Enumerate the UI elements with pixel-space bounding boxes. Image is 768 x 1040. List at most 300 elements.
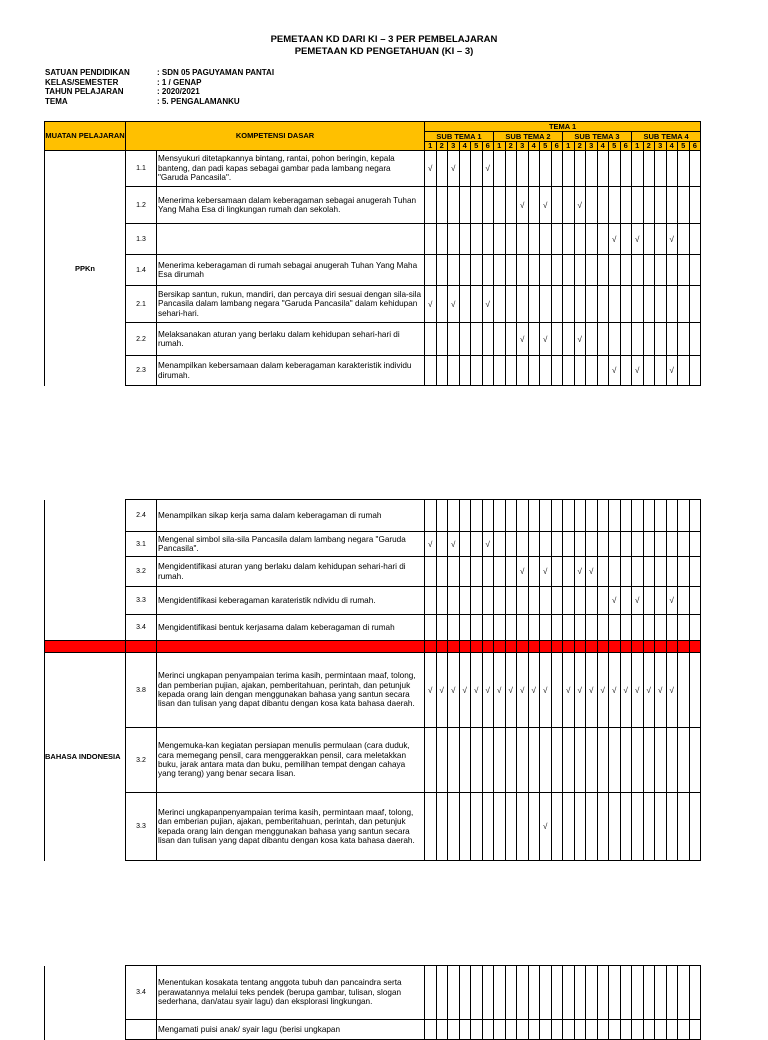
- pembelajaran-cell: [586, 500, 598, 532]
- header-tema: TEMA 1: [425, 122, 701, 132]
- pembelajaran-cell: [505, 286, 517, 323]
- pembelajaran-cell: [436, 966, 448, 1020]
- kd-text: Mengidentifikasi aturan yang berlaku dalam kehidupan sehari-hari di rumah.: [157, 557, 425, 587]
- pembelajaran-cell: [643, 653, 655, 728]
- pembelajaran-cell: [666, 286, 678, 323]
- pembelajaran-cell: [517, 1020, 529, 1040]
- kd-number: 3.2: [126, 728, 157, 793]
- pembelajaran-cell: [678, 532, 690, 557]
- pembelajaran-cell: [655, 793, 667, 861]
- subject-cell: PPKn: [45, 151, 126, 386]
- pembelajaran-cell: [436, 286, 448, 323]
- pembelajaran-cell: [505, 500, 517, 532]
- pembelajaran-cell: [597, 224, 609, 255]
- pembelajaran-cell: [494, 224, 506, 255]
- check-mark-icon: √: [508, 685, 513, 695]
- check-mark-icon: √: [612, 366, 617, 375]
- pembelajaran-cell: [471, 356, 483, 386]
- pembelajaran-cell: [689, 224, 701, 255]
- pembelajaran-cell: [655, 557, 667, 587]
- pembelajaran-cell: [482, 966, 494, 1020]
- pembelajaran-cell: [563, 500, 575, 532]
- check-mark-icon: √: [600, 685, 605, 695]
- pembelajaran-cell: [666, 728, 678, 793]
- pembelajaran-cell: [505, 653, 517, 728]
- pembelajaran-cell: [678, 255, 690, 286]
- pembelajaran-cell: [620, 587, 632, 615]
- pembelajaran-cell: [540, 151, 552, 187]
- pembelajaran-cell: [482, 532, 494, 557]
- pembelajaran-cell: [632, 1020, 644, 1040]
- header-pembelajaran-number: 6: [482, 142, 494, 151]
- check-mark-icon: √: [428, 299, 433, 309]
- pembelajaran-cell: [436, 728, 448, 793]
- kd-number: 1.1: [126, 151, 157, 187]
- kd-number: 3.4: [126, 615, 157, 641]
- pembelajaran-cell: [425, 587, 437, 615]
- pembelajaran-cell: [494, 966, 506, 1020]
- check-mark-icon: √: [520, 334, 525, 344]
- pembelajaran-cell: [517, 187, 529, 224]
- pembelajaran-cell: [471, 532, 483, 557]
- pembelajaran-cell: [586, 966, 598, 1020]
- check-mark-icon: √: [543, 822, 548, 831]
- pembelajaran-cell: [528, 557, 540, 587]
- pembelajaran-cell: [643, 255, 655, 286]
- pembelajaran-cell: [609, 653, 621, 728]
- pembelajaran-cell: [574, 653, 586, 728]
- pembelajaran-cell: [655, 187, 667, 224]
- pembelajaran-cell: [643, 500, 655, 532]
- pembelajaran-cell: [425, 966, 437, 1020]
- check-mark-icon: √: [485, 164, 490, 173]
- pembelajaran-cell: [528, 1020, 540, 1040]
- pembelajaran-cell: [551, 1020, 563, 1040]
- kd-text: Mengidentifikasi bentuk kerjasama dalam keberagaman di rumah: [157, 615, 425, 641]
- kd-number: 1.3: [126, 224, 157, 255]
- pembelajaran-cell: [597, 286, 609, 323]
- pembelajaran-cell: [505, 151, 517, 187]
- pembelajaran-cell: [551, 500, 563, 532]
- pembelajaran-cell: [609, 557, 621, 587]
- pembelajaran-cell: [517, 966, 529, 1020]
- pembelajaran-cell: [563, 966, 575, 1020]
- header-pembelajaran-number: 5: [678, 142, 690, 151]
- pembelajaran-cell: [494, 653, 506, 728]
- kd-mapping-table-page-2: [44, 499, 701, 861]
- pembelajaran-cell: [620, 615, 632, 641]
- pembelajaran-cell: [586, 151, 598, 187]
- header-subtema: SUB TEMA 1: [425, 132, 494, 142]
- check-mark-icon: √: [577, 200, 582, 210]
- pembelajaran-cell: [540, 255, 552, 286]
- header-pembelajaran-number: 5: [471, 142, 483, 151]
- header-pembelajaran-number: 6: [689, 142, 701, 151]
- pembelajaran-cell: [494, 255, 506, 286]
- pembelajaran-cell: [505, 356, 517, 386]
- check-mark-icon: √: [589, 567, 594, 576]
- pembelajaran-cell: [643, 356, 655, 386]
- pembelajaran-cell: [574, 187, 586, 224]
- pembelajaran-cell: [574, 966, 586, 1020]
- pembelajaran-cell: [448, 500, 460, 532]
- pembelajaran-cell: [689, 286, 701, 323]
- pembelajaran-cell: [597, 793, 609, 861]
- kd-text: [157, 224, 425, 255]
- pembelajaran-cell: [574, 615, 586, 641]
- pembelajaran-cell: [689, 151, 701, 187]
- check-mark-icon: √: [589, 685, 594, 695]
- pembelajaran-cell: [551, 224, 563, 255]
- subject-cell: BAHASA INDONESIA: [45, 653, 126, 861]
- pembelajaran-cell: [436, 557, 448, 587]
- pembelajaran-cell: [471, 653, 483, 728]
- pembelajaran-cell: [563, 587, 575, 615]
- info-value: : 5. PENGALAMANKU: [157, 96, 240, 106]
- pembelajaran-cell: [482, 793, 494, 861]
- info-value: : SDN 05 PAGUYAMAN PANTAI: [157, 68, 275, 77]
- subject-cell: [45, 966, 126, 1040]
- pembelajaran-cell: [436, 187, 448, 224]
- pembelajaran-cell: [597, 728, 609, 793]
- pembelajaran-cell: [528, 587, 540, 615]
- pembelajaran-cell: [563, 187, 575, 224]
- pembelajaran-cell: [666, 500, 678, 532]
- check-mark-icon: √: [635, 596, 640, 605]
- pembelajaran-cell: [425, 653, 437, 728]
- pembelajaran-cell: [597, 587, 609, 615]
- kd-number: 3.3: [126, 587, 157, 615]
- pembelajaran-cell: [586, 793, 598, 861]
- pembelajaran-cell: [586, 286, 598, 323]
- pembelajaran-cell: [643, 532, 655, 557]
- pembelajaran-cell: [459, 615, 471, 641]
- pembelajaran-cell: [425, 793, 437, 861]
- pembelajaran-cell: [436, 151, 448, 187]
- pembelajaran-cell: [517, 151, 529, 187]
- pembelajaran-cell: [471, 587, 483, 615]
- pembelajaran-cell: [459, 793, 471, 861]
- pembelajaran-cell: [574, 557, 586, 587]
- pembelajaran-cell: [655, 286, 667, 323]
- pembelajaran-cell: [586, 615, 598, 641]
- pembelajaran-cell: [632, 255, 644, 286]
- pembelajaran-cell: [551, 615, 563, 641]
- pembelajaran-cell: [620, 286, 632, 323]
- pembelajaran-cell: [597, 255, 609, 286]
- pembelajaran-cell: [448, 224, 460, 255]
- pembelajaran-cell: [482, 323, 494, 356]
- check-mark-icon: √: [439, 685, 444, 695]
- check-mark-icon: √: [428, 164, 433, 173]
- pembelajaran-cell: [425, 255, 437, 286]
- pembelajaran-cell: [528, 653, 540, 728]
- pembelajaran-cell: [551, 557, 563, 587]
- pembelajaran-cell: [609, 151, 621, 187]
- pembelajaran-cell: [528, 793, 540, 861]
- pembelajaran-cell: [471, 728, 483, 793]
- pembelajaran-cell: [459, 728, 471, 793]
- check-mark-icon: √: [669, 596, 674, 605]
- pembelajaran-cell: [678, 587, 690, 615]
- pembelajaran-cell: [459, 966, 471, 1020]
- pembelajaran-cell: [448, 557, 460, 587]
- pembelajaran-cell: [666, 187, 678, 224]
- pembelajaran-cell: [643, 187, 655, 224]
- pembelajaran-cell: [574, 286, 586, 323]
- pembelajaran-cell: [517, 286, 529, 323]
- pembelajaran-cell: [563, 532, 575, 557]
- pembelajaran-cell: [471, 224, 483, 255]
- pembelajaran-cell: [471, 187, 483, 224]
- header-pembelajaran-number: 5: [540, 142, 552, 151]
- pembelajaran-cell: [597, 966, 609, 1020]
- pembelajaran-cell: [471, 151, 483, 187]
- kd-row: [45, 966, 701, 1020]
- check-mark-icon: √: [543, 567, 548, 576]
- pembelajaran-cell: [517, 532, 529, 557]
- pembelajaran-cell: [574, 224, 586, 255]
- pembelajaran-cell: [517, 557, 529, 587]
- document-subtitle: PEMETAAN KD PENGETAHUAN (KI – 3): [294, 46, 474, 57]
- pembelajaran-cell: [551, 187, 563, 224]
- pembelajaran-cell: [666, 587, 678, 615]
- pembelajaran-cell: [620, 793, 632, 861]
- kd-row: [45, 286, 701, 323]
- pembelajaran-cell: [620, 557, 632, 587]
- pembelajaran-cell: [678, 323, 690, 356]
- header-muatan: MUATAN PELAJARAN: [45, 122, 126, 151]
- pembelajaran-cell: [540, 653, 552, 728]
- pembelajaran-cell: [494, 1020, 506, 1040]
- pembelajaran-cell: [551, 728, 563, 793]
- header-subtema: SUB TEMA 2: [494, 132, 563, 142]
- pembelajaran-cell: [528, 224, 540, 255]
- pembelajaran-cell: [425, 500, 437, 532]
- pembelajaran-cell: [655, 966, 667, 1020]
- header-pembelajaran-number: 4: [459, 142, 471, 151]
- pembelajaran-cell: [482, 356, 494, 386]
- check-mark-icon: √: [474, 685, 479, 695]
- pembelajaran-cell: [678, 728, 690, 793]
- pembelajaran-cell: [540, 187, 552, 224]
- pembelajaran-cell: [643, 1020, 655, 1040]
- pembelajaran-cell: [482, 255, 494, 286]
- document-title: PEMETAAN KD DARI KI – 3 PER PEMBELAJARAN: [270, 34, 498, 45]
- pembelajaran-cell: [609, 356, 621, 386]
- pembelajaran-cell: [505, 1020, 517, 1040]
- kd-text: Menentukan kosakata tentang anggota tubuh dan pancaindra serta perawatannya melalui teks pendek (berupa gambar, tulisan, slogan sederhana, dan/atau syair lagu) dan eksplorasi lingkungan.: [157, 966, 425, 1020]
- pembelajaran-cell: [678, 151, 690, 187]
- pembelajaran-cell: [574, 255, 586, 286]
- pembelajaran-cell: [471, 557, 483, 587]
- pembelajaran-cell: [505, 728, 517, 793]
- pembelajaran-cell: [689, 615, 701, 641]
- pembelajaran-cell: [678, 500, 690, 532]
- pembelajaran-cell: [482, 224, 494, 255]
- pembelajaran-cell: [528, 966, 540, 1020]
- check-mark-icon: √: [543, 334, 548, 344]
- pembelajaran-cell: [540, 500, 552, 532]
- pembelajaran-cell: [666, 224, 678, 255]
- pembelajaran-cell: [632, 187, 644, 224]
- pembelajaran-cell: [540, 356, 552, 386]
- pembelajaran-cell: [459, 323, 471, 356]
- header-pembelajaran-number: 6: [551, 142, 563, 151]
- pembelajaran-cell: [689, 356, 701, 386]
- pembelajaran-cell: [655, 500, 667, 532]
- pembelajaran-cell: [494, 356, 506, 386]
- pembelajaran-cell: [655, 615, 667, 641]
- pembelajaran-cell: [586, 187, 598, 224]
- pembelajaran-cell: [471, 1020, 483, 1040]
- pembelajaran-cell: [678, 615, 690, 641]
- kd-row: [45, 356, 701, 386]
- pembelajaran-cell: [666, 615, 678, 641]
- kd-number: 3.1: [126, 532, 157, 557]
- pembelajaran-cell: [551, 151, 563, 187]
- pembelajaran-cell: [505, 187, 517, 224]
- kd-row: [45, 557, 701, 587]
- kd-text: Mengemuka-kan kegiatan persiapan menulis permulaan (cara duduk, cara memegang pensil, cara menggerakkan pensil, cara meletakkan buku, jarak antara mata dan buku, pemilihan tempat dengan cahaya yang terang) yang benar secara lisan.: [157, 728, 425, 793]
- pembelajaran-cell: [632, 653, 644, 728]
- pembelajaran-cell: [574, 356, 586, 386]
- pembelajaran-cell: [563, 557, 575, 587]
- pembelajaran-cell: [609, 500, 621, 532]
- check-mark-icon: √: [635, 234, 640, 244]
- kd-text: Melaksanakan aturan yang berlaku dalam kehidupan sehari-hari di rumah.: [157, 323, 425, 356]
- kd-row: [45, 151, 701, 187]
- check-mark-icon: √: [577, 567, 582, 576]
- pembelajaran-cell: [540, 532, 552, 557]
- pembelajaran-cell: [482, 1020, 494, 1040]
- info-value: : 1 / GENAP: [157, 77, 202, 87]
- pembelajaran-cell: [425, 532, 437, 557]
- pembelajaran-cell: [609, 966, 621, 1020]
- pembelajaran-cell: [643, 224, 655, 255]
- kd-number: 3.4: [126, 966, 157, 1020]
- kd-text: Mengenal simbol sila-sila Pancasila dalam lambang negara "Garuda Pancasila".: [157, 532, 425, 557]
- header-pembelajaran-number: 5: [609, 142, 621, 151]
- pembelajaran-cell: [459, 286, 471, 323]
- pembelajaran-cell: [597, 532, 609, 557]
- kd-row: [45, 187, 701, 224]
- pembelajaran-cell: [620, 255, 632, 286]
- pembelajaran-cell: [436, 532, 448, 557]
- info-label: TEMA: [45, 96, 68, 106]
- pembelajaran-cell: [620, 1020, 632, 1040]
- pembelajaran-cell: [494, 793, 506, 861]
- pembelajaran-cell: [494, 151, 506, 187]
- check-mark-icon: √: [635, 366, 640, 375]
- pembelajaran-cell: [494, 187, 506, 224]
- pembelajaran-cell: [643, 615, 655, 641]
- section-separator: [45, 641, 701, 653]
- pembelajaran-cell: [425, 187, 437, 224]
- pembelajaran-cell: [448, 356, 460, 386]
- check-mark-icon: √: [485, 685, 490, 695]
- kd-number: 1.2: [126, 187, 157, 224]
- pembelajaran-cell: [563, 356, 575, 386]
- kd-text: Menerima kebersamaan dalam keberagaman sebagai anugerah Tuhan Yang Maha Esa di lingkungan rumah dan sekolah.: [157, 187, 425, 224]
- pembelajaran-cell: [528, 728, 540, 793]
- pembelajaran-cell: [551, 653, 563, 728]
- pembelajaran-cell: [471, 615, 483, 641]
- pembelajaran-cell: [632, 793, 644, 861]
- pembelajaran-cell: [620, 728, 632, 793]
- pembelajaran-cell: [494, 286, 506, 323]
- kd-text: Mengamati puisi anak/ syair lagu (berisi ungkapan: [157, 1020, 425, 1040]
- header-pembelajaran-number: 3: [586, 142, 598, 151]
- pembelajaran-cell: [597, 615, 609, 641]
- check-mark-icon: √: [612, 234, 617, 244]
- pembelajaran-cell: [574, 587, 586, 615]
- pembelajaran-cell: [655, 587, 667, 615]
- pembelajaran-cell: [517, 728, 529, 793]
- kd-mapping-table-page-3: [44, 965, 701, 1040]
- pembelajaran-cell: [678, 224, 690, 255]
- pembelajaran-cell: [471, 500, 483, 532]
- pembelajaran-cell: [597, 356, 609, 386]
- pembelajaran-cell: [551, 532, 563, 557]
- pembelajaran-cell: [643, 728, 655, 793]
- pembelajaran-cell: [609, 187, 621, 224]
- pembelajaran-cell: [494, 728, 506, 793]
- pembelajaran-cell: [666, 356, 678, 386]
- check-mark-icon: √: [451, 539, 456, 549]
- pembelajaran-cell: [471, 286, 483, 323]
- check-mark-icon: √: [543, 685, 548, 695]
- pembelajaran-cell: [517, 323, 529, 356]
- pembelajaran-cell: [620, 356, 632, 386]
- pembelajaran-cell: [528, 323, 540, 356]
- header-pembelajaran-number: 2: [505, 142, 517, 151]
- pembelajaran-cell: [436, 1020, 448, 1040]
- pembelajaran-cell: [448, 187, 460, 224]
- pembelajaran-cell: [540, 728, 552, 793]
- kd-number: [126, 1020, 157, 1040]
- check-mark-icon: √: [566, 685, 571, 695]
- pembelajaran-cell: [666, 793, 678, 861]
- pembelajaran-cell: [586, 653, 598, 728]
- header-subtema: SUB TEMA 3: [563, 132, 632, 142]
- header-pembelajaran-number: 4: [528, 142, 540, 151]
- header-kompetensi-dasar: KOMPETENSI DASAR: [126, 122, 425, 151]
- pembelajaran-cell: [678, 793, 690, 861]
- pembelajaran-cell: [678, 557, 690, 587]
- check-mark-icon: √: [451, 685, 456, 695]
- pembelajaran-cell: [632, 966, 644, 1020]
- header-pembelajaran-number: 2: [643, 142, 655, 151]
- pembelajaran-cell: [666, 966, 678, 1020]
- pembelajaran-cell: [689, 653, 701, 728]
- pembelajaran-cell: [459, 255, 471, 286]
- pembelajaran-cell: [551, 255, 563, 286]
- kd-number: 3.8: [126, 653, 157, 728]
- pembelajaran-cell: [436, 356, 448, 386]
- pembelajaran-cell: [666, 653, 678, 728]
- pembelajaran-cell: [459, 151, 471, 187]
- pembelajaran-cell: [643, 793, 655, 861]
- info-label: TAHUN PELAJARAN: [45, 87, 124, 96]
- pembelajaran-cell: [655, 151, 667, 187]
- check-mark-icon: √: [428, 539, 433, 549]
- pembelajaran-cell: [517, 356, 529, 386]
- pembelajaran-cell: [666, 151, 678, 187]
- pembelajaran-cell: [505, 615, 517, 641]
- pembelajaran-cell: [563, 793, 575, 861]
- pembelajaran-cell: [666, 323, 678, 356]
